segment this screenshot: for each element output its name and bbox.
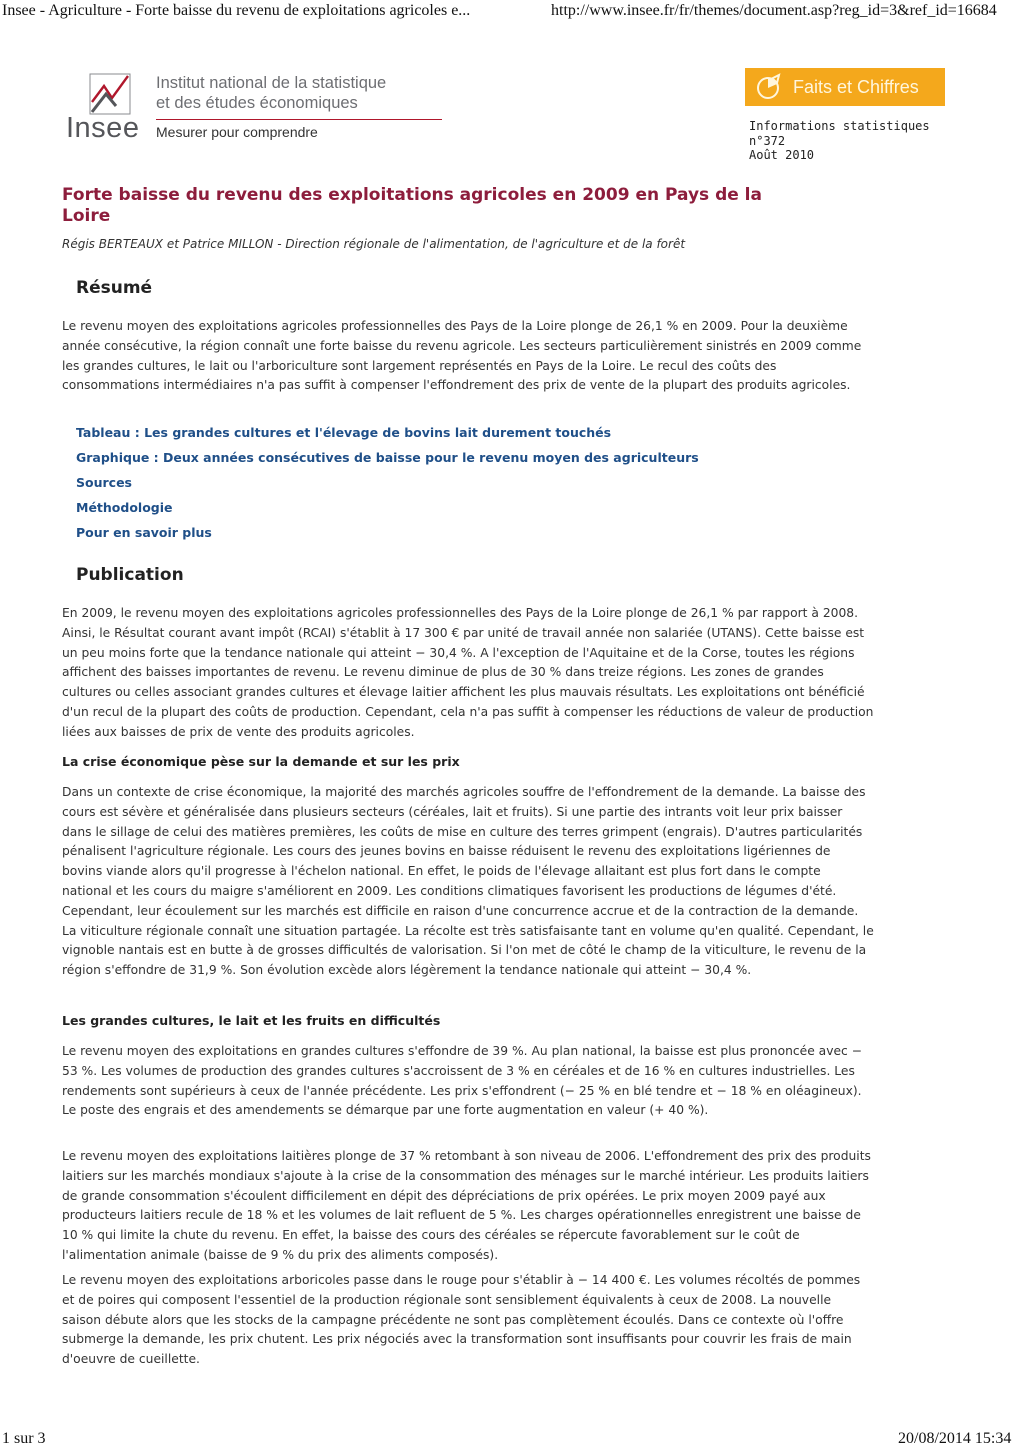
print-page-number: 1 sur 3 bbox=[2, 1430, 46, 1447]
logo-institute-line2: et des études économiques bbox=[156, 94, 358, 112]
publication-paragraph-3: Le revenu moyen des exploitations en grandes cultures s'effondre de 39 %. Au plan national, la baisse est plus prononcée avec − 53 %. Les volumes de production des grandes cultures s'accroissent de 3 % en céréales et de 16 % en cultures industrielles. Les rendements sont supérieurs à ceux de l'année précédente. Les prix s'effondrent (− 25 % en blé tendre et − 18 % en oléagineux). Le poste des engrais et des amendements se démarque par une forte augmentation en valeur (+ 40 %). bbox=[62, 1044, 863, 1118]
subheading-grandes-cultures: Les grandes cultures, le lait et les fruits en difficultés bbox=[62, 1013, 441, 1028]
publication-paragraph-4: Le revenu moyen des exploitations laitières plonge de 37 % retombant à son niveau de 2006. L'effondrement des prix des produits laitiers sur les marchés mondiaux s'ajoute à la crise de la consommation des ménages sur le marché intérieur. Les produits laitiers de grande consommation s'écoulent difficilement en dépit des dépréciations de prix opérées. Le prix moyen 2009 payé aux producteurs laitiers recule de 18 % et les volumes de lait refluent de 5 %. Les charges opérationnelles enregistrent une baisse de 10 % qui limite la chute du revenu. En effet, la baisse des cours des céréales se répercute favorablement sur le coût de l'alimentation animale (baisse de 9 % du prix des aliments composés). bbox=[62, 1149, 871, 1262]
logo-institute-line1: Institut national de la statistique bbox=[156, 74, 387, 92]
publication-paragraph-5: Le revenu moyen des exploitations arboricoles passe dans le rouge pour s'établir à − 14 400 €. Les volumes récoltés de pommes et de poires qui composent l'essentiel de la production régionale sont sensiblement équivalents à ceux de 2008. La nouvelle saison débute alors que les stocks de la campagne précédente ne sont pas complètement écoulés. Dans ce contexte où l'offre submerge la demande, les prix chutent. Les prix négociés avec la transformation sont insuffisants pour couvrir les frais de main d'oeuvre de cueillette. bbox=[62, 1273, 861, 1367]
print-datetime: 20/08/2014 15:34 bbox=[898, 1430, 1012, 1447]
article-authors: Régis BERTEAUX et Patrice MILLON - Direction régionale de l'alimentation, de l'agriculture et de la forêt bbox=[62, 237, 686, 251]
publication-series: Informations statistiques bbox=[749, 119, 930, 133]
publication-info bbox=[749, 119, 930, 163]
resume-heading: Résumé bbox=[76, 278, 153, 298]
article-toc bbox=[76, 425, 699, 550]
insee-logo[interactable] bbox=[66, 68, 396, 148]
chart-icon bbox=[755, 73, 783, 101]
toc-link-en-savoir-plus[interactable]: Pour en savoir plus bbox=[76, 525, 212, 540]
faits-et-chiffres-label: Faits et Chiffres bbox=[793, 76, 919, 97]
faits-et-chiffres-button[interactable] bbox=[745, 68, 945, 106]
publication-number: n°372 bbox=[749, 133, 786, 148]
toc-link-graphique[interactable]: Graphique : Deux années consécutives de baisse pour le revenu moyen des agriculteurs bbox=[76, 450, 699, 465]
logo-tagline: Mesurer pour comprendre bbox=[156, 124, 318, 140]
publication-date: Août 2010 bbox=[749, 148, 815, 162]
toc-link-methodologie[interactable]: Méthodologie bbox=[76, 500, 173, 515]
insee-wordmark: Insee bbox=[66, 112, 140, 144]
subheading-crise-economique: La crise économique pèse sur la demande et sur les prix bbox=[62, 754, 460, 769]
toc-link-sources[interactable]: Sources bbox=[76, 475, 132, 490]
publication-paragraph-2: Dans un contexte de crise économique, la majorité des marchés agricoles souffre de l'effondrement de la demande. La baisse des cours est sévère et généralisée dans plusieurs secteurs (céréales, lait et fruits). Si une partie des intrants voit leur prix baisser dans le sillage de celui des matières premières, les coûts de mise en culture des terres grimpent (engrais). D'autres particularités pénalisent l'agriculture régionale. Les cours des jeunes bovins en baisse réduisent le revenu des exploitations ligériennes de bovins viande alors qu'il progresse à l'échelon national. En effet, le poids de l'élevage allaitant est plus fort dans le compte national et les cours du maigre s'améliorent en 2009. Les conditions climatiques favorisent les productions de légumes d'été. Cependant, leur écoulement sur les marchés est difficile en raison d'une concurrence accrue et de la contraction de la demande. La viticulture régionale connaît une situation partagée. La récolte est très satisfaisante tant en volume qu'en qualité. Cependant, le vignoble nantais est en butte à de grosses difficultés de valorisation. Si l'on met de côté le champ de la viticulture, le revenu de la région s'effondre de 31,9 %. Son évolution excède alors légèrement la tendance nationale qui atteint − 30,4 %. bbox=[62, 785, 874, 978]
print-header bbox=[0, 2, 1024, 24]
toc-link-tableau[interactable]: Tableau : Les grandes cultures et l'élevage de bovins lait durement touchés bbox=[76, 425, 612, 440]
print-page-title: Insee - Agriculture - Forte baisse du revenu de exploitations agricoles e... bbox=[2, 2, 471, 19]
publication-paragraph-1: En 2009, le revenu moyen des exploitations agricoles professionnelles des Pays de la Loire plonge de 26,1 % par rapport à 2008. Ainsi, le Résultat courant avant impôt (RCAI) s'établit à 17 300 € par unité de travail année non salariée (UTANS). Cette baisse est un peu moins forte que la tendance nationale qui atteint − 30,4 %. A l'exception de l'Aquitaine et de la Corse, toutes les régions affichent des baisses importantes de revenu. Le revenu diminue de plus de 30 % dans treize régions. Les zones de grandes cultures ou celles associant grandes cultures et élevage laitier affichent les plus mauvais résultats. Les exploitations ont bénéficié d'un recul de la plupart des coûts de production. Cependant, cela n'a pas suffit à compenser les réductions de valeur de production liées aux baisses de prix de vente des produits agricoles. bbox=[62, 606, 874, 739]
publication-heading: Publication bbox=[76, 565, 184, 585]
logo-divider bbox=[156, 119, 442, 120]
resume-text: Le revenu moyen des exploitations agricoles professionnelles des Pays de la Loire plonge de 26,1 % en 2009. Pour la deuxième année consécutive, la région connaît une forte baisse du revenu agricole. Les secteurs particulièrement sinistrés en 2009 comme les grandes cultures, le lait ou l'arboriculture sont largement représentés en Pays de la Loire. Le recul des coûts des consommations intermédiaires n'a pas suffit à compenser l'effondrement des prix de vente de la plupart des produits agricoles. bbox=[62, 319, 862, 393]
article-title: Forte baisse du revenu des exploitations agricoles en 2009 en Pays de la Loire bbox=[62, 185, 762, 226]
print-page-url: http://www.insee.fr/fr/themes/document.asp?reg_id=3&ref_id=16684 bbox=[551, 2, 997, 19]
insee-logo-icon bbox=[86, 72, 134, 116]
print-footer bbox=[0, 1430, 1024, 1450]
